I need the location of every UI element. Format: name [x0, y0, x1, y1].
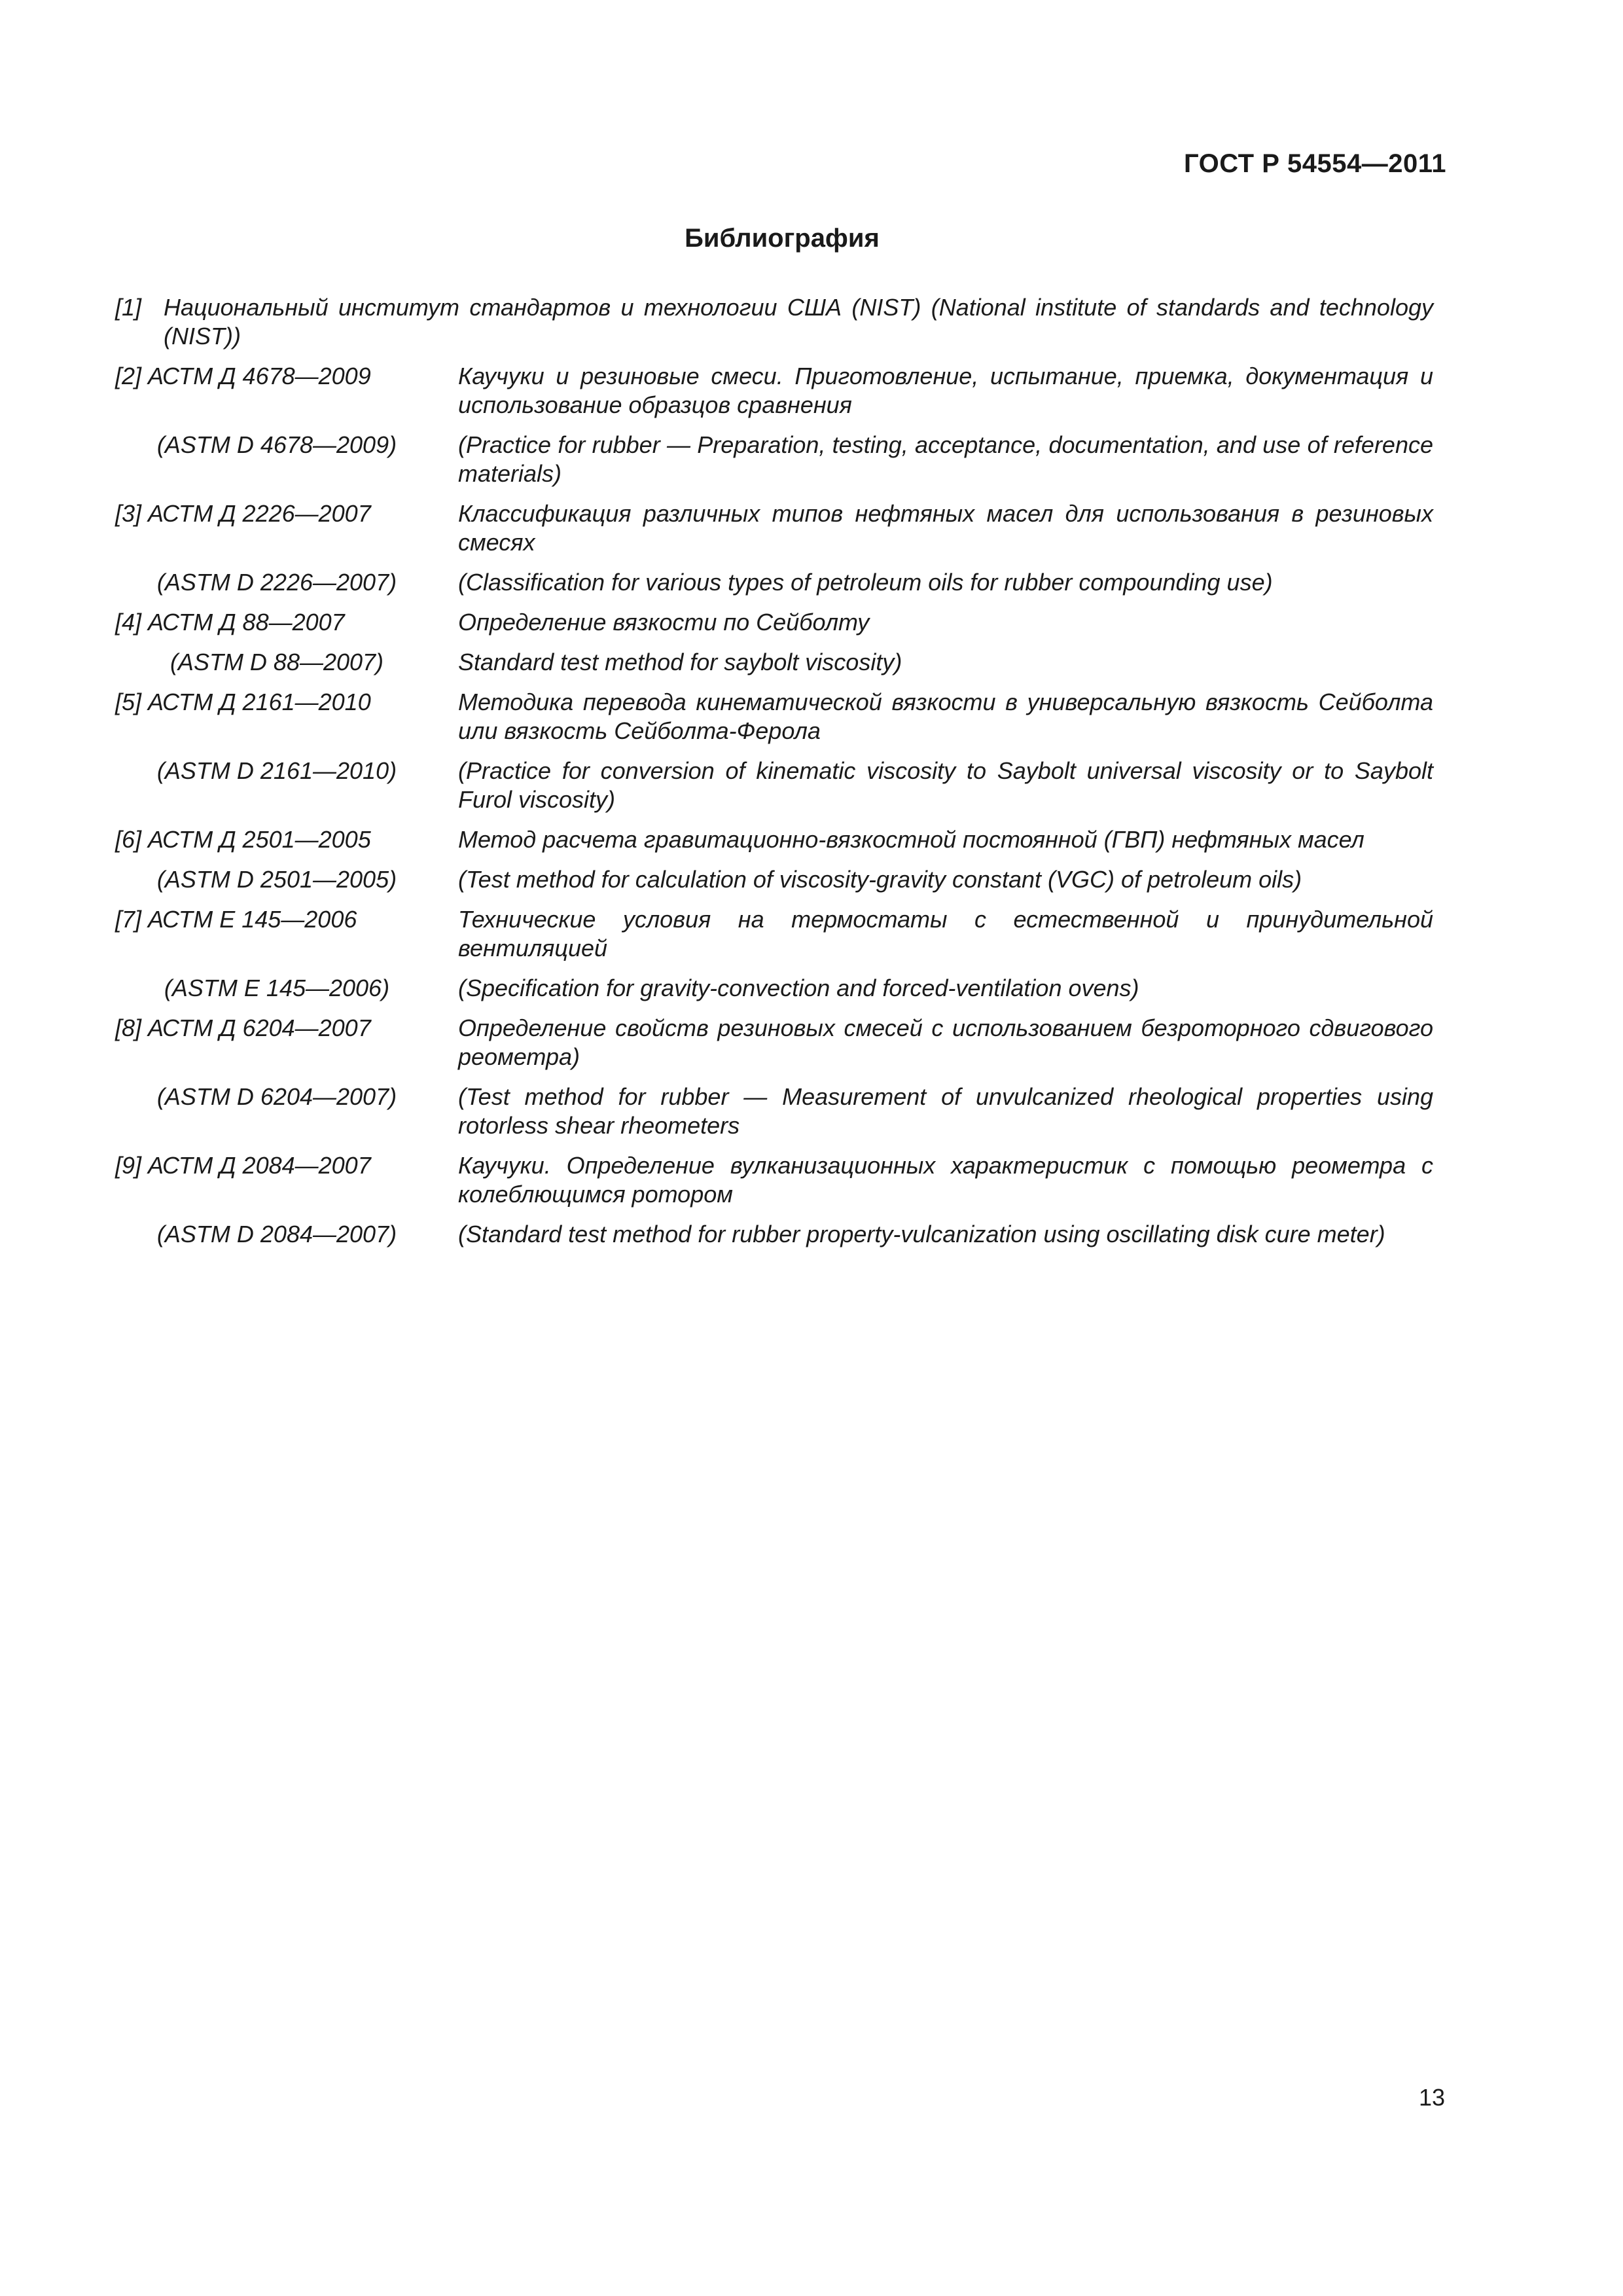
page-title: Библиография [685, 224, 880, 253]
entry-description: Технические условия на термостаты с естественной и принудительной вентиляцией [458, 906, 1433, 961]
bibliography-entry [115, 825, 1433, 854]
bibliography-entry [115, 905, 1433, 963]
entry-description: (Classification for various types of petroleum oils for rubber compounding use) [458, 569, 1273, 596]
bibliography-entry-1 [115, 293, 1433, 351]
entry-code: [2] АСТМ Д 4678—2009 [115, 363, 371, 389]
bibliography-entry-original [115, 431, 1433, 488]
bibliography-entry [115, 362, 1433, 420]
bibliography-entry-original [115, 865, 1433, 894]
bibliography-entry-original [115, 974, 1433, 1003]
entry-code: (ASTM D 2161—2010) [156, 757, 397, 784]
entry-description: Каучуки. Определение вулканизационных характеристик с помощью реометра с колеблющимся ротором [458, 1152, 1433, 1208]
document-code: ГОСТ Р 54554—2011 [1184, 149, 1446, 178]
entry-code: (ASTM E 145—2006) [164, 975, 390, 1001]
entry-code: [3] АСТМ Д 2226—2007 [115, 500, 371, 527]
entry-description: (Practice for rubber — Preparation, testing, acceptance, documentation, and use of reference materials) [458, 431, 1433, 487]
entry-text: Национальный институт стандартов и технологии США (NIST) (National institute of standards and technology (NIST)) [164, 294, 1433, 350]
page-number: 13 [1418, 2084, 1445, 2111]
entry-description: (Test method for calculation of viscosity-gravity constant (VGC) of petroleum oils) [458, 866, 1302, 893]
entry-description: Определение свойств резиновых смесей с использованием безроторного сдвигового реометра) [458, 1014, 1433, 1070]
entry-description: Классификация различных типов нефтяных масел для использования в резиновых смесях [458, 500, 1433, 556]
entry-code: (ASTM D 6204—2007) [156, 1083, 397, 1110]
bibliography-entry-original [115, 568, 1433, 597]
entry-code: [7] АСТМ Е 145—2006 [115, 906, 357, 933]
bibliography-entry [115, 499, 1433, 557]
entry-description: (Test method for rubber — Measurement of unvulcanized rheological properties using rotorless shear rheometers [458, 1083, 1433, 1139]
entry-code: (ASTM D 2084—2007) [156, 1221, 397, 1247]
bibliography-entry-original [115, 1220, 1433, 1249]
entry-code: [4] АСТМ Д 88—2007 [115, 609, 345, 636]
bibliography-entry [115, 1014, 1433, 1071]
entry-description: Определение вязкости по Сейболту [458, 609, 870, 636]
entry-code: [9] АСТМ Д 2084—2007 [115, 1152, 371, 1179]
entry-code: [8] АСТМ Д 6204—2007 [115, 1014, 371, 1041]
entry-description: (Specification for gravity-convection and forced-ventilation ovens) [458, 975, 1139, 1001]
entry-description: Standard test method for saybolt viscosity) [458, 649, 902, 675]
bibliography-entries [115, 362, 1433, 1249]
entry-code: (ASTM D 2226—2007) [156, 569, 397, 596]
entry-description: Метод расчета гравитационно-вязкостной постоянной (ГВП) нефтяных масел [458, 826, 1364, 853]
entry-description: (Standard test method for rubber property-vulcanization using oscillating disk cure meter) [458, 1221, 1385, 1247]
bibliography-entry [115, 608, 1433, 637]
entry-description: Методика перевода кинематической вязкости в универсальную вязкость Сейболта или вязкость Сейболта-Ферола [458, 689, 1433, 744]
entry-description: (Practice for conversion of kinematic viscosity to Saybolt universal viscosity or to Saybolt Furol viscosity) [458, 757, 1433, 813]
bibliography-entry [115, 688, 1433, 745]
bibliography-entry-original [115, 648, 1433, 677]
entry-code: (ASTM D 2501—2005) [156, 866, 397, 893]
bibliography-entry-original [115, 757, 1433, 814]
entry-description: Каучуки и резиновые смеси. Приготовление, испытание, приемка, документация и использование образцов сравнения [458, 363, 1433, 418]
entry-code: (ASTM D 88—2007) [169, 649, 384, 675]
bibliography-entry [115, 1151, 1433, 1209]
bibliography-entry-original [115, 1083, 1433, 1140]
entry-code: [6] АСТМ Д 2501—2005 [115, 826, 371, 853]
entry-code: (ASTM D 4678—2009) [156, 431, 397, 458]
entry-code: [5] АСТМ Д 2161—2010 [115, 689, 371, 715]
bibliography-list [115, 293, 1433, 1260]
entry-number: [1] [115, 294, 142, 321]
